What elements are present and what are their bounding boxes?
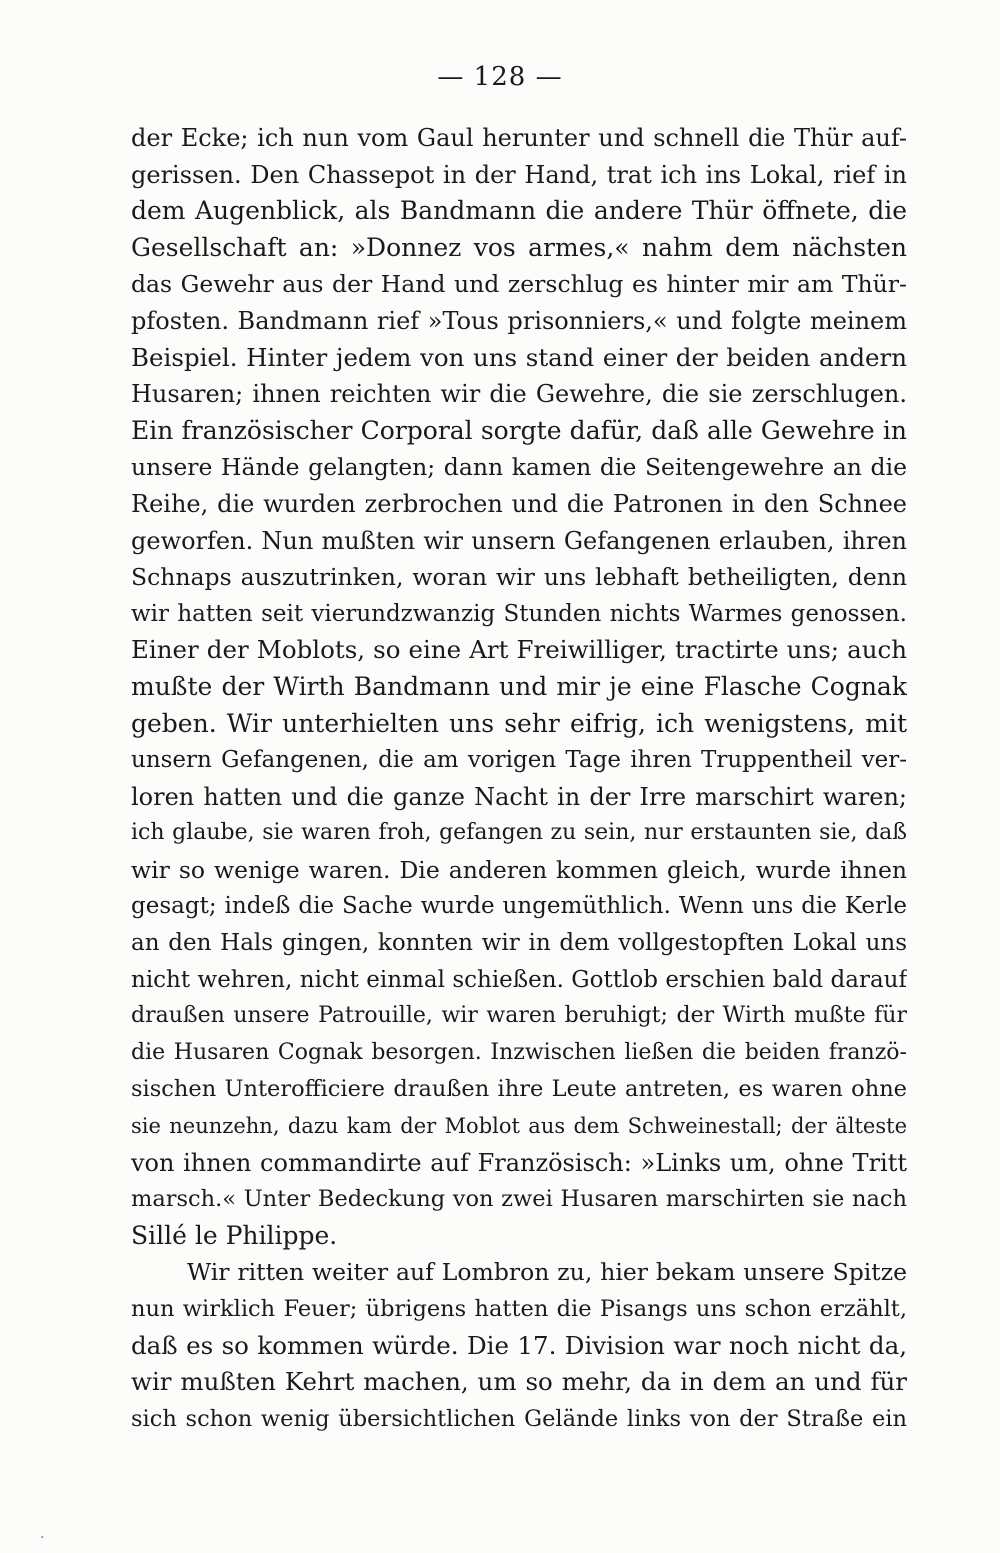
text-line: Beispiel. Hinter jedem von uns stand einer der beiden andern bbox=[131, 342, 907, 372]
text-line: geworfen. Nun mußten wir unsern Gefangenen erlauben, ihren bbox=[131, 526, 907, 555]
text-line: sie neunzehn, dazu kam der Moblot aus dem Schweinestall; der älteste bbox=[131, 1114, 907, 1139]
text-line: Reihe, die wurden zerbrochen und die Patronen in den Schnee bbox=[131, 489, 907, 518]
text-line: gesagt; indeß die Sache wurde ungemüthlich. Wenn uns die Kerle bbox=[131, 893, 907, 920]
text-line: wir hatten seit vierundzwanzig Stunden nichts Warmes genossen. bbox=[131, 600, 907, 627]
text-line: nun wirklich Feuer; übrigens hatten die Pisangs uns schon erzählt, bbox=[131, 1296, 907, 1322]
text-line: dem Augenblick, als Bandmann die andere Thür öffnete, die bbox=[131, 196, 907, 226]
margin-speck: · bbox=[40, 1530, 45, 1546]
text-line: geben. Wir unterhielten uns sehr eifrig, ich wenigstens, mit bbox=[131, 708, 907, 738]
text-line: draußen unsere Patrouille, wir waren beruhigt; der Wirth mußte für bbox=[131, 1003, 907, 1029]
text-line: das Gewehr aus der Hand und zerschlug es hinter mir am Thür- bbox=[131, 270, 907, 299]
text-line: Husaren; ihnen reichten wir die Gewehre, die sie zerschlugen. bbox=[131, 380, 907, 409]
text-line: an den Hals gingen, konnten wir in dem vollgestopften Lokal uns bbox=[131, 930, 907, 957]
text-line: unsere Hände gelangten; dann kamen die Seitengewehre an die bbox=[131, 453, 907, 482]
page-number: — 128 — bbox=[437, 62, 563, 92]
text-line: unsern Gefangenen, die am vorigen Tage ihren Truppentheil ver- bbox=[131, 747, 907, 774]
text-line: Gesellschaft an: »Donnez vos armes,« nahm dem nächsten bbox=[131, 232, 907, 262]
text-line: Ein französischer Corporal sorgte dafür, daß alle Gewehre in bbox=[131, 415, 907, 445]
text-line: der Ecke; ich nun vom Gaul herunter und schnell die Thür auf- bbox=[131, 124, 907, 152]
text-line: gerissen. Den Chassepot in der Hand, trat ich ins Lokal, rief in bbox=[131, 160, 907, 189]
text-line: pfosten. Bandmann rief »Tous prisonniers,« und folgte meinem bbox=[131, 306, 907, 335]
text-line: marsch.« Unter Bedeckung von zwei Husaren marschirten sie nach bbox=[131, 1186, 907, 1213]
text-line: ich glaube, sie waren froh, gefangen zu sein, nur erstaunten sie, daß bbox=[131, 820, 907, 846]
text-line: die Husaren Cognak besorgen. Inzwischen ließen die beiden franzö- bbox=[131, 1039, 907, 1065]
text-line: loren hatten und die ganze Nacht in der Irre marschirt waren; bbox=[131, 782, 907, 811]
text-line: nicht wehren, nicht einmal schießen. Gottlob erschien bald darauf bbox=[131, 966, 907, 993]
text-line: daß es so kommen würde. Die 17. Division war noch nicht da, bbox=[131, 1330, 907, 1360]
text-line: von ihnen commandirte auf Französisch: »Links um, ohne Tritt bbox=[131, 1148, 907, 1177]
text-line: mußte der Wirth Bandmann und mir je eine Flasche Cognak bbox=[131, 671, 907, 701]
text-line: Einer der Moblots, so eine Art Freiwilliger, tractirte uns; auch bbox=[131, 635, 907, 665]
text-line: wir so wenige waren. Die anderen kommen gleich, wurde ihnen bbox=[131, 855, 907, 884]
text-line: sischen Unterofficiere draußen ihre Leute antreten, es waren ohne bbox=[131, 1076, 907, 1103]
text-line: Schnaps auszutrinken, woran wir uns lebhaft betheiligten, denn bbox=[131, 563, 907, 592]
text-line: Wir ritten weiter auf Lombron zu, hier bekam unsere Spitze bbox=[187, 1258, 907, 1287]
body-text bbox=[131, 120, 907, 1437]
text-line: sich schon wenig übersichtlichen Gelände links von der Straße ein bbox=[131, 1405, 907, 1432]
text-line: Sillé le Philippe. bbox=[131, 1220, 338, 1250]
text-line: wir mußten Kehrt machen, um so mehr, da in dem an und für bbox=[131, 1367, 907, 1397]
